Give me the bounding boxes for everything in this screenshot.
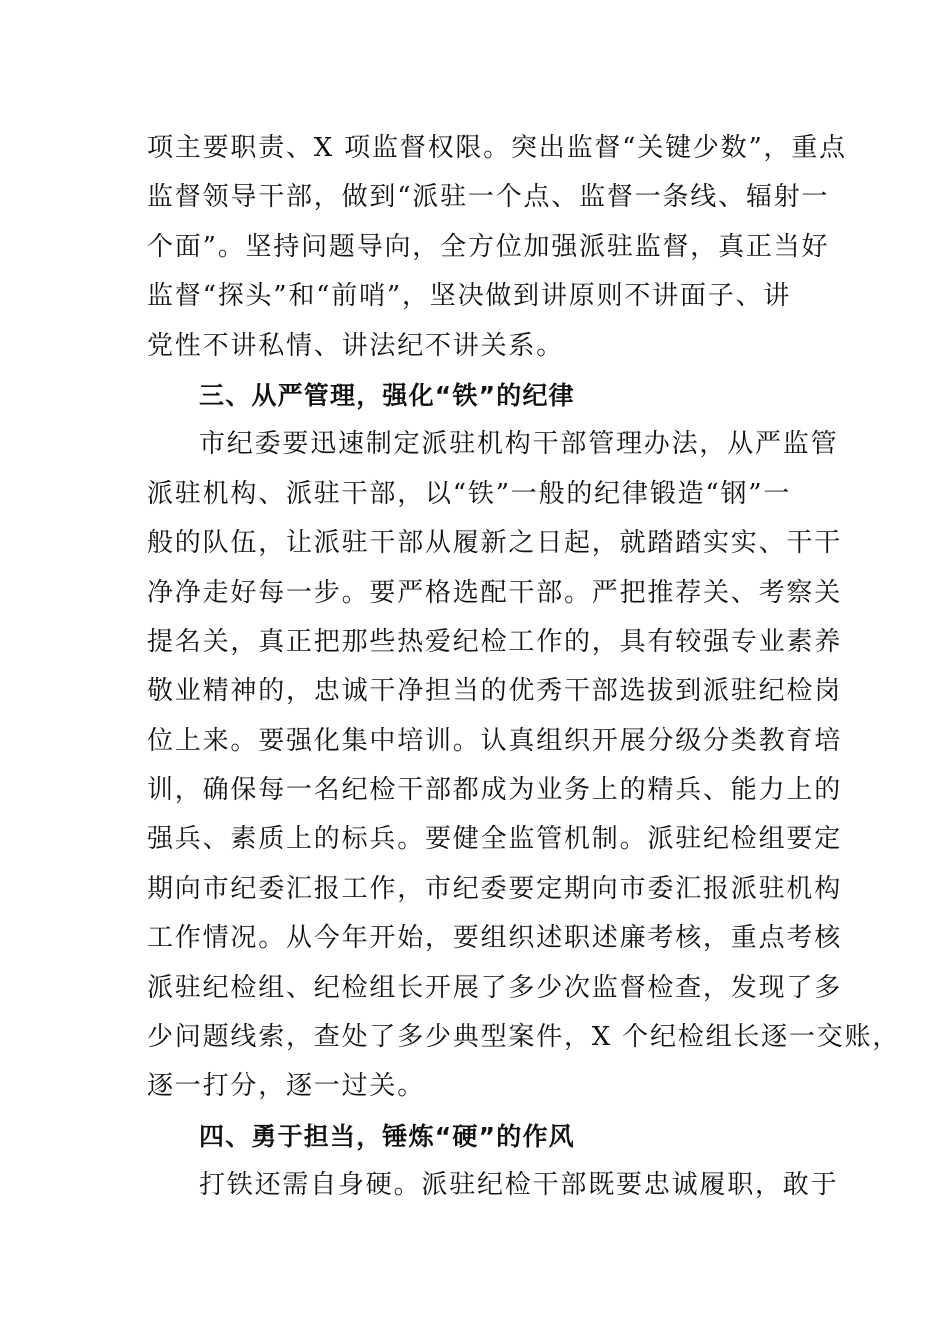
paragraph-3-line-1: 打铁还需自身硬。派驻纪检干部既要忠诚履职，敢于 (199, 1170, 839, 1201)
paragraph-2-line-2: 派驻机构、派驻干部，以“铁”一般的纪律锻造“钢”一 (147, 478, 792, 509)
document-body (147, 124, 901, 1211)
paragraph-2-line-9: 强兵、素质上的标兵。要健全监管机制。派驻纪检组要定 (147, 824, 843, 855)
paragraph-1-line-1: 项主要职责、X 项监督权限。突出监督“关键少数”，重点 (147, 133, 847, 163)
paragraph-2-line-5: 提名关，真正把那些热爱纪检工作的，具有较强专业素养 (147, 626, 843, 657)
paragraph-2-line-7: 位上来。要强化集中培训。认真组织开展分级分类教育培 (147, 725, 843, 756)
section-heading-4: 四、勇于担当，锤炼“硬”的作风 (199, 1121, 575, 1151)
paragraph-2-line-8: 训，确保每一名纪检干部都成为业务上的精兵、能力上的 (147, 775, 843, 806)
paragraph-2-line-14: 逐一打分，逐一过关。 (147, 1071, 426, 1102)
paragraph-2-line-12: 派驻纪检组、纪检组长开展了多少次监督检查，发现了多 (147, 972, 843, 1003)
paragraph-2-line-1: 市纪委要迅速制定派驻机构干部管理办法，从严监管 (199, 429, 839, 460)
paragraph-2-line-3: 般的队伍，让派驻干部从履新之日起，就踏踏实实、干干 (147, 528, 843, 559)
section-heading-3: 三、从严管理，强化“铁”的纪律 (199, 380, 575, 410)
paragraph-1-line-3: 个面”。坚持问题导向，全方位加强派驻监督，真正当好 (147, 231, 830, 262)
paragraph-2-line-11: 工作情况。从今年开始，要组织述职述廉考核，重点考核 (147, 923, 843, 954)
paragraph-2-line-6: 敬业精神的，忠诚干净担当的优秀干部选拔到派驻纪检岗 (147, 676, 843, 707)
paragraph-1-line-5: 党性不讲私情、讲法纪不讲关系。 (147, 330, 565, 361)
paragraph-2-line-10: 期向市纪委汇报工作，市纪委要定期向市委汇报派驻机构 (147, 873, 843, 904)
paragraph-2-line-4: 净净走好每一步。要严格选配干部。严把推荐关、考察关 (147, 577, 843, 608)
paragraph-1-line-4: 监督“探头”和“前哨”，坚决做到讲原则不讲面子、讲 (147, 281, 792, 312)
paragraph-1-line-2: 监督领导干部，做到“派驻一个点、监督一条线、辐射一 (147, 182, 830, 213)
paragraph-2-line-13: 少问题线索，查处了多少典型案件，X 个纪检组长逐一交账， (147, 1022, 901, 1053)
